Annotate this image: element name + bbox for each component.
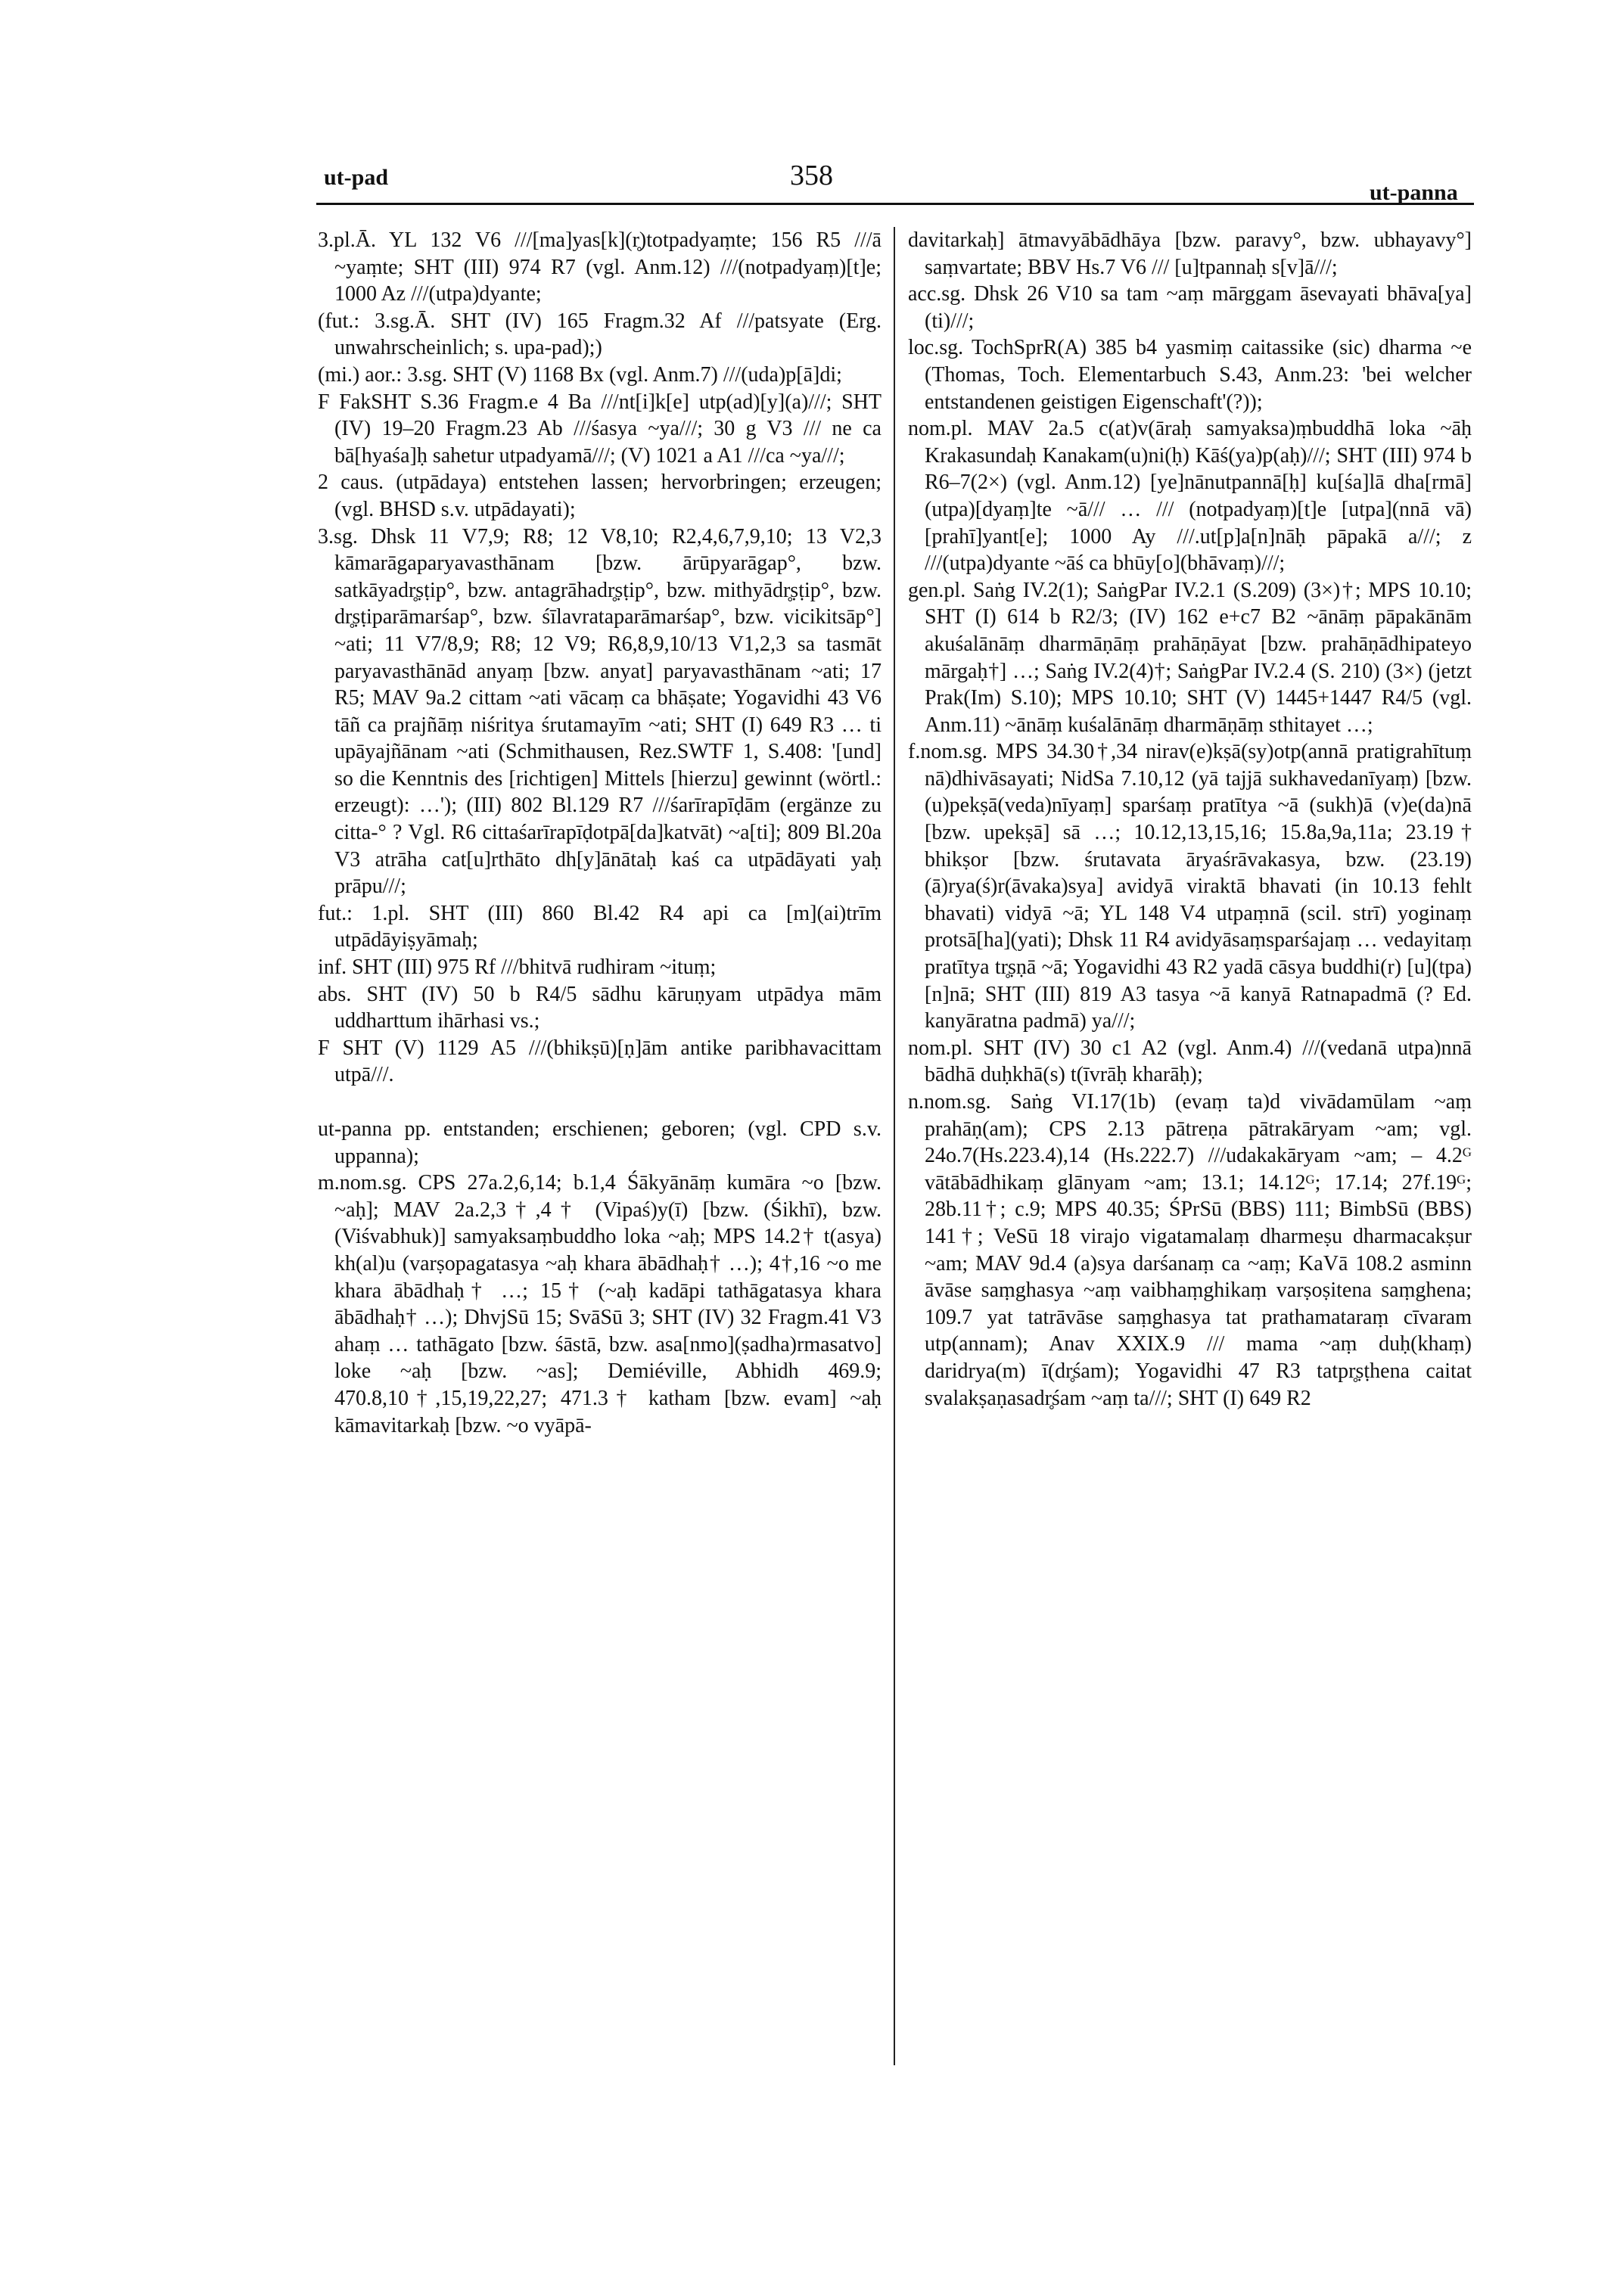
entry-paragraph: F FakSHT S.36 Fragm.e 4 Ba ///nt[i]k[e] utp(ad)[y](a)///; SHT (IV) 19–20 Fragm.23 Ab ///śasya ~ya///; 30 g V3 /// ne ca bā[hyaśa]ḥ sahetur utpadyamā///; (V) 1021 a A1 ///ca ~ya///; — [318, 390, 882, 468]
entry-paragraph: fut.: 1.pl. SHT (III) 860 Bl.42 R4 api ca [m](ai)trīm utpādāyiṣyāmaḥ; — [318, 901, 882, 952]
entry-paragraph: inf. SHT (III) 975 Rf ///bhitvā rudhiram ~ituṃ; — [318, 955, 717, 980]
entry-paragraph: 3.pl.Ā. YL 132 V6 ///[ma]yas[k](r̥)totpadyaṃte; 156 R5 ///ā ~yaṃte; SHT (III) 974 R7 (vgl. Anm.12) ///(notpadyaṃ)[t]e; 1000 Az ///(utpa)dyante; — [318, 228, 882, 306]
entry-paragraph: F SHT (V) 1129 A5 ///(bhikṣū)[ṇ]ām antike paribhavacittam utpā///. — [318, 1036, 882, 1087]
entry-paragraph: loc.sg. TochSprR(A) 385 b4 yasmiṃ caitassike (sic) dharma ~e (Thomas, Toch. Elementarbuch S.43, Anm.23: 'bei welcher entstandenen geistigen Eigenschaft'(?)); — [908, 336, 1472, 414]
page-number: 358 — [790, 160, 833, 191]
entry-paragraph: (mi.) aor.: 3.sg. SHT (V) 1168 Bx (vgl. Anm.7) ///(uda)p[ā]di; — [318, 362, 842, 387]
entry-paragraph: 2 caus. (utpādaya) entstehen lassen; hervorbringen; erzeugen; (vgl. BHSD s.v. utpādayati); — [318, 471, 882, 521]
entry-paragraph: gen.pl. Saṅg IV.2(1); SaṅgPar IV.2.1 (S.209) (3×)†; MPS 10.10; SHT (I) 614 b R2/3; (IV) 162 e+c7 B2 ~ānāṃ pāpakānām akuśalānāṃ dharmāṇāṃ prahāṇāyat [bzw. prahāṇādhipateyo mārgaḥ†] …; Saṅg IV.2(4)†; SaṅgPar IV.2.4 (S. 210) (3×) (jetzt Prak(Im) S.10); MPS 10.10; SHT (V) 1445+1447 R4/5 (vgl. Anm.11) ~ānāṃ kuśalānāṃ dharmāṇāṃ sthitayet …; — [908, 578, 1472, 737]
entry-paragraph: nom.pl. MAV 2a.5 c(at)v(āraḥ samyaksa)ṃbuddhā loka ~āḥ Krakasundaḥ Kanakam(u)ni(ḥ) Kāś(ya)p(aḥ)///; SHT (III) 974 b R6–7(2×) (vgl. Anm.12) [ye]nānutpannā[ḥ] ku[śa]lā dha[rmā] (utpa)[dyaṃ]te ~ā/// … /// (notpadyaṃ)[t]e [utpa](nnā vā) [prahī]yant[e]; 1000 Ay ///.ut[p]a[n]nāḥ pāpakā a///; z ///(utpa)dyante ~āś ca bhūy[o](bhāvaṃ)///; — [908, 417, 1472, 576]
entry-paragraph: (fut.: 3.sg.Ā. SHT (IV) 165 Fragm.32 Af ///patsyate (Erg. unwahrscheinlich; s. upa-pad);) — [318, 309, 882, 360]
column-divider — [894, 227, 895, 2065]
entry-paragraph: m.nom.sg. CPS 27a.2,6,14; b.1,4 Śākyānāṃ kumāra ~o [bzw. ~aḥ]; MAV 2a.2,3†,4† (Vipaś)y(ī) [bzw. (Śikhī), bzw. (Viśvabhuk)] samyaksaṃbuddho loka ~aḥ; MPS 14.2† t(asya) kh(al)u (varṣopagatasya ~aḥ khara ābādhaḥ† …); 4†,16 ~o me khara ābādhaḥ† …; 15† (~aḥ kadāpi tathāgatasya khara ābādhaḥ† …); DhvjSū 15; SvāSū 3; SHT (IV) 32 Fragm.41 V3 ahaṃ … tathāgato [bzw. śāstā, bzw. asa[nmo](ṣadha)rmasatvo] loke ~aḥ [bzw. ~as]; Demiéville, Abhidh 469.9; 470.8,10†,15,19,22,27; 471.3† katham [bzw. evam] ~aḥ kāmavitarkaḥ [bzw. ~o vyāpā- — [318, 1171, 882, 1437]
entry-paragraph: davitarkaḥ] ātmavyābādhāya [bzw. paravy°, bzw. ubhayavy°] saṃvartate; BBV Hs.7 V6 /// [u]tpannaḥ s[v]ā///; — [908, 228, 1472, 279]
left-column — [318, 227, 882, 1439]
entry-paragraph: 3.sg. Dhsk 11 V7,9; R8; 12 V8,10; R2,4,6,7,9,10; 13 V2,3 kāmarāgaparyavasthānam [bzw. ārūpyarāgap°, bzw. satkāyadr̥ṣṭip°, bzw. antagrāhadr̥ṣṭip°, bzw. mithyādr̥ṣṭip°, bzw. dr̥ṣṭiparāmarśap°, bzw. śīlavrataparāmarśap°, bzw. vicikitsāp°] ~ati; 11 V7/8,9; R8; 12 V9; R6,8,9,10/13 V1,2,3 sa tasmāt paryavasthānād anyaṃ [bzw. anyat] paryavasthānam ~ati; 17 R5; MAV 9a.2 cittam ~ati vācaṃ ca bhāṣate; Yogavidhi 43 V6 tāñ ca prajñāṃ niśritya śrutamayīm ~ati; SHT (I) 649 R3 … ti upāyajñānam ~ati (Schmithausen, Rez.SWTF 1, S.408: '[und] so die Kenntnis des [richtigen] Mittels [hierzu] gewinnt (wörtl.: erzeugt): …'); (III) 802 Bl.129 R7 ///śarīrapīḍām (ergänze zu citta-° ? Vgl. R6 cittaśarīrapīḍotpā[da]katvāt) ~a[ti]; 809 Bl.20a V3 atrāha cat[u]rthāto dh[y]ānātaḥ kaś ca utpādāyati yaḥ prāpu///; — [318, 524, 882, 899]
entry-paragraph: f.nom.sg. MPS 34.30†,34 nirav(e)kṣā(sy)otp(annā pratigrahītuṃ nā)dhivāsayati; NidSa 7.10,12 (yā tajjā sukhavedanīyaṃ) [bzw. (u)pekṣā(veda)nīyaṃ] sparśaṃ pratītya ~ā (sukh)ā (v)e(da)nā [bzw. upekṣā] sā …; 10.12,13,15,16; 15.8a,9a,11a; 23.19† bhikṣor [bzw. śrutavata āryaśrāvakasya, bzw. (23.19) (ā)rya(ś)r(āvaka)sya] avidyā viraktā bhavati (in 10.13 fehlt bhavati) vidyā ~ā; YL 148 V4 utpaṃnā (scil. strī) yoginaṃ protsā[ha](yati); Dhsk 11 R4 avidyāsaṃsparśajaṃ … vedayitaṃ pratītya tr̥ṣṇā ~ā; Yogavidhi 43 R2 yadā cāsya buddhi(r) [u](tpa)[n]nā; SHT (III) 819 A3 tasya ~ā kanyā Ratnapadmā (? Ed. kanyāratna padmā) ya///; — [908, 740, 1472, 1033]
entry-paragraph: abs. SHT (IV) 50 b R4/5 sādhu kāruṇyam utpādya mām uddharttum ihārhasi vs.; — [318, 982, 882, 1033]
right-column — [908, 227, 1472, 1412]
entry-paragraph: nom.pl. SHT (IV) 30 c1 A2 (vgl. Anm.4) ///(vedanā utpa)nnā bādhā duḥkhā(s) t(īvrāḥ kharāḥ); — [908, 1036, 1472, 1087]
header-rule — [316, 203, 1474, 205]
entry-paragraph: n.nom.sg. Saṅg VI.17(1b) (evaṃ ta)d vivādamūlam ~aṃ prahāṇ(am); CPS 2.13 pātreṇa pātrakāryam ~am; vgl. 24o.7(Hs.223.4),14 (Hs.222.7) ///udakakāryam ~am; – 4.2ᴳ vātābādhikaṃ glānyam ~am; 13.1; 14.12ᴳ; 17.14; 27f.19ᴳ; 28b.11†; c.9; MPS 40.35; ŚPrSū (BBS) 111; BimbSū (BBS) 141†; VeSū 18 virajo vigatamalaṃ dharmeṣu dharmacakṣur ~am; MAV 9d.4 (a)sya darśanaṃ ca ~aṃ; KaVā 108.2 asminn āvāse saṃghasya ~aṃ vaibhaṃghikaṃ varṣoṣitena saṃghena; 109.7 yat tatrāvāse saṃghasya tat prathamataraṃ cīvaram utp(annam); Anav XXIX.9 /// mama ~aṃ duḥ(khaṃ) daridrya(m) ī(dr̥śam); Yogavidhi 47 R3 tatpr̥ṣṭhena caitat svalakṣaṇasadr̥śam ~aṃ ta///; SHT (I) 649 R2 — [908, 1090, 1472, 1410]
running-head-right: ut-panna — [1370, 180, 1458, 205]
entry-paragraph: acc.sg. Dhsk 26 V10 sa tam ~aṃ mārggam āsevayati bhāva[ya](ti)///; — [908, 282, 1472, 333]
running-head-left: ut-pad — [324, 165, 389, 190]
headword-entry: ut-panna pp. entstanden; erschienen; geboren; (vgl. CPD s.v. uppanna); — [318, 1117, 882, 1168]
